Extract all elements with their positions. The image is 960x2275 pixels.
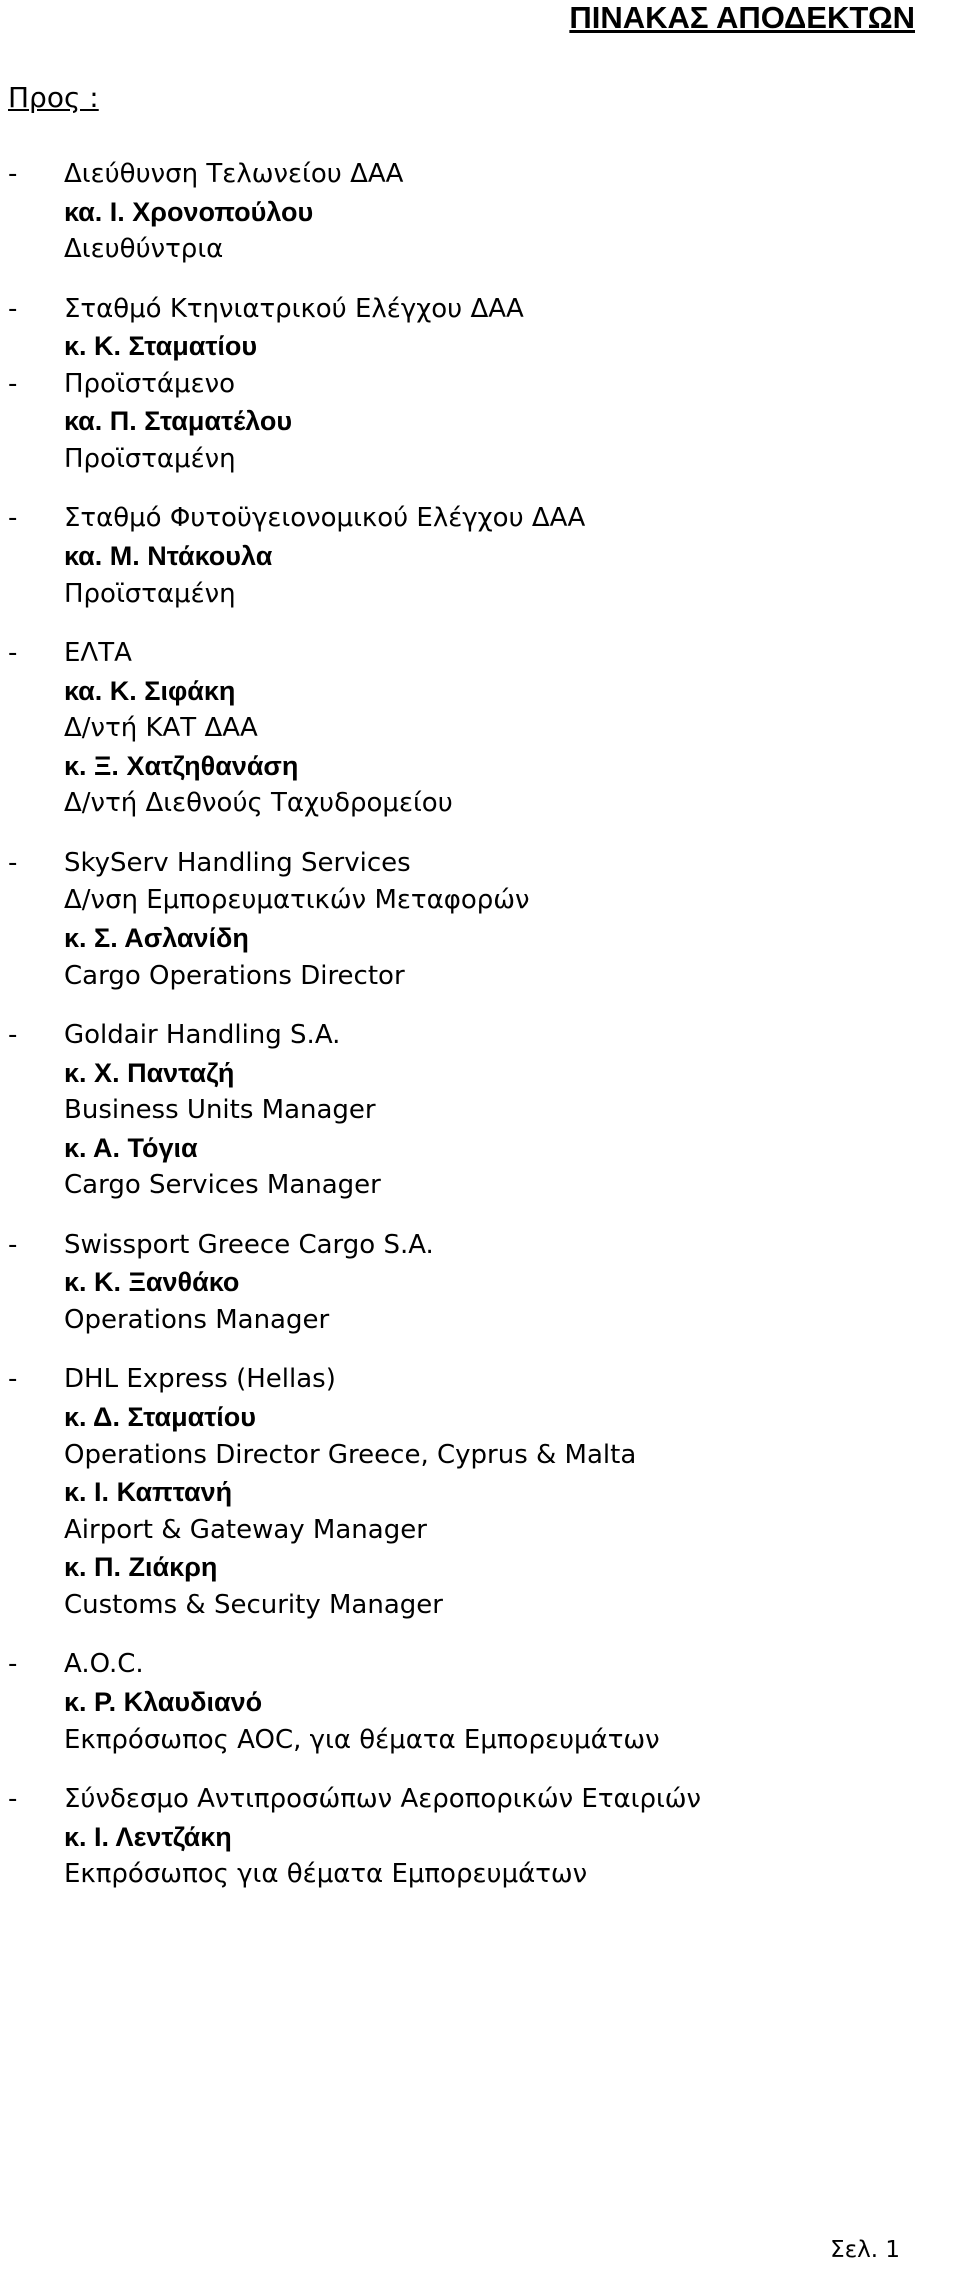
line-text: Δ/νση Εμπορευματικών Μεταφορών: [64, 885, 530, 915]
list-dash: -: [8, 503, 18, 533]
line-text: Διεύθυνση Τελωνείου ΔΑΑ: [64, 159, 404, 189]
line-text: Σταθμό Φυτοϋγειονομικού Ελέγχου ΔΑΑ: [64, 503, 586, 533]
list-dash: -: [8, 159, 18, 189]
line-text: κ. Σ. Ασλανίδη: [64, 923, 249, 953]
line-text: κα. Μ. Ντάκουλα: [64, 541, 273, 571]
line-text: κα. Π. Σταματέλου: [64, 406, 293, 436]
line-text: Customs & Security Manager: [64, 1590, 443, 1620]
line-text: Σύνδεσμο Αντιπροσώπων Αεροπορικών Εταιριών: [64, 1784, 702, 1814]
line-text: κ. Δ. Σταματίου: [64, 1402, 256, 1432]
line-text: Διευθύντρια: [64, 234, 224, 264]
line-text: A.O.C.: [64, 1649, 144, 1679]
list-dash: -: [8, 848, 18, 878]
list-dash: -: [8, 1649, 18, 1679]
line-text: Airport & Gateway Manager: [64, 1515, 427, 1545]
line-text: Δ/ντή ΚΑΤ ΔΑΑ: [64, 713, 258, 743]
line-text: Εκπρόσωπος για θέματα Εμπορευμάτων: [64, 1859, 588, 1889]
list-dash: -: [8, 638, 18, 668]
line-text: Προϊσταμένη: [64, 579, 236, 609]
line-text: Operations Director Greece, Cyprus & Malta: [64, 1440, 637, 1470]
list-dash: -: [8, 369, 18, 399]
line-text: Business Units Manager: [64, 1095, 376, 1125]
line-text: ΕΛΤΑ: [64, 638, 132, 668]
line-text: κα. Ι. Χρονοπούλου: [64, 197, 314, 227]
page-title: ΠΙΝΑΚΑΣ ΑΠΟΔΕΚΤΩΝ: [569, 0, 915, 35]
line-text: Cargo Operations Director: [64, 961, 405, 991]
page-number: Σελ. 1: [830, 2237, 900, 2263]
list-dash: -: [8, 294, 18, 324]
line-text: κ. Π. Ζιάκρη: [64, 1552, 218, 1582]
line-text: κ. Κ. Σταματίου: [64, 331, 258, 361]
list-dash: -: [8, 1784, 18, 1814]
line-text: Προϊστάμενο: [64, 369, 236, 399]
line-text: Εκπρόσωπος AOC, για θέματα Εμπορευμάτων: [64, 1725, 660, 1755]
list-dash: -: [8, 1020, 18, 1050]
list-dash: -: [8, 1230, 18, 1260]
line-text: Goldair Handling S.A.: [64, 1020, 341, 1050]
line-text: Operations Manager: [64, 1305, 330, 1335]
line-text: Προϊσταμένη: [64, 444, 236, 474]
list-dash: -: [8, 1364, 18, 1394]
line-text: DHL Express (Hellas): [64, 1364, 336, 1394]
line-text: κ. Κ. Ξανθάκο: [64, 1267, 240, 1297]
line-text: κ. Ι. Καπτανή: [64, 1477, 233, 1507]
line-text: κ. Ι. Λεντζάκη: [64, 1822, 232, 1852]
line-text: κ. Ξ. Χατζηθανάση: [64, 751, 299, 781]
line-text: SkyServ Handling Services: [64, 848, 411, 878]
line-text: κ. Α. Τόγια: [64, 1133, 198, 1163]
line-text: Δ/ντή Διεθνούς Ταχυδρομείου: [64, 788, 453, 818]
line-text: κ. Χ. Πανταζή: [64, 1058, 235, 1088]
line-text: Σταθμό Κτηνιατρικού Ελέγχου ΔΑΑ: [64, 294, 524, 324]
to-label: Προς :: [8, 81, 99, 114]
line-text: Cargo Services Manager: [64, 1170, 381, 1200]
line-text: κα. Κ. Σιφάκη: [64, 676, 236, 706]
line-text: Swissport Greece Cargo S.A.: [64, 1230, 434, 1260]
line-text: κ. Ρ. Κλαυδιανό: [64, 1687, 263, 1717]
